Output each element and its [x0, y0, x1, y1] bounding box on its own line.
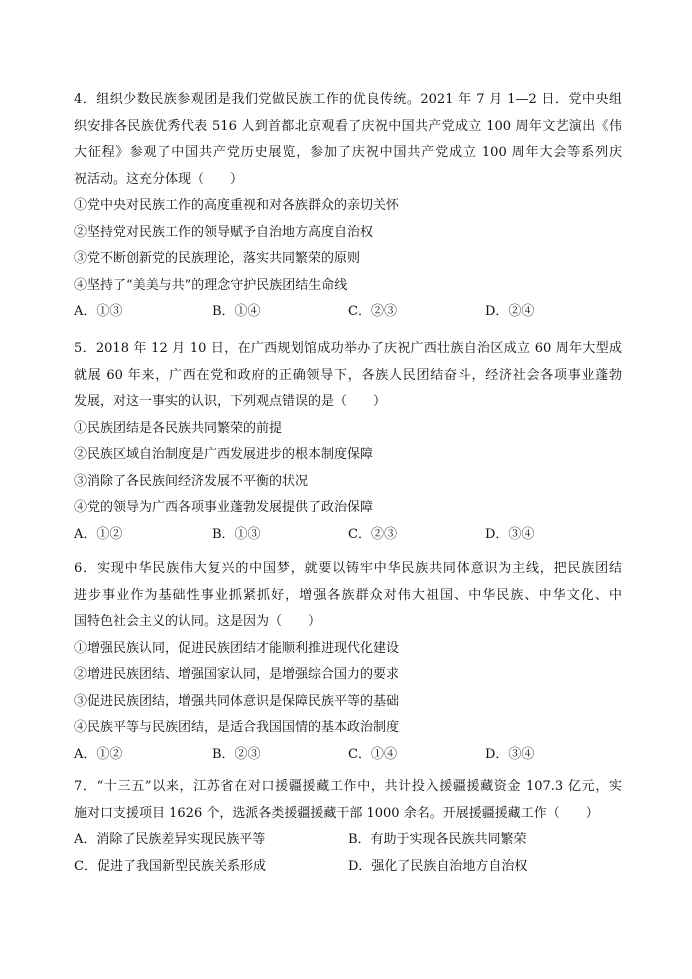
- question-4: [74, 87, 622, 326]
- question-stem-line: 国特色社会主义的认同。这是因为（ ）: [74, 614, 322, 629]
- question-5: [74, 336, 622, 548]
- question-6: [74, 556, 622, 768]
- option-a: A．消除了民族差异实现民族平等: [74, 832, 266, 847]
- option-d: D．③④: [485, 746, 535, 762]
- option-d: D．③④: [485, 526, 535, 542]
- question-stem-line: 发展，对这一事实的认识，下列观点错误的是（ ）: [74, 394, 387, 409]
- option-d: D．②④: [485, 304, 535, 319]
- statement: ④民族平等与民族团结，是适合我国国情的基本政治制度: [74, 720, 400, 735]
- option-c: C．②③: [348, 526, 397, 542]
- statement: ③消除了各民族间经济发展不平衡的状况: [74, 473, 309, 489]
- statement: ②民族区域自治制度是广西发展进步的根本制度保障: [74, 447, 374, 462]
- statement: ③党不断创新党的民族理论，落实共同繁荣的原则: [74, 251, 361, 266]
- question-stem-line: 施对口支援项目 1626 个，选派各类援疆援藏干部 1000 余名。开展援疆援藏工作（ ）: [74, 805, 599, 821]
- option-b: B．②③: [212, 746, 261, 762]
- statement: ③促进民族团结，增强共同体意识是保障民族平等的基础: [74, 693, 400, 709]
- option-c: C．促进了我国新型民族关系形成: [74, 858, 266, 874]
- question-7: [74, 774, 622, 880]
- question-stem-line: 织安排各民族优秀代表 516 人到首都北京观看了庆祝中国共产党成立 100 周年文艺演出《伟: [74, 118, 622, 134]
- question-stem-line: 7．“十三五”以来，江苏省在对口援疆援藏工作中，共计投入援疆援藏资金 107.3 亿元，实: [74, 779, 622, 794]
- answer-options: [74, 299, 622, 326]
- option-a: A．①②: [74, 526, 123, 542]
- option-b: B．有助于实现各民族共同繁荣: [348, 832, 527, 847]
- question-stem-line: 就展 60 年来，广西在党和政府的正确领导下，各族人民团结奋斗，经济社会各项事业蓬勃: [74, 367, 622, 383]
- question-stem-line: 进步事业作为基础性事业抓紧抓好，增强各族群众对伟大祖国、中华民族、中华文化、中: [74, 587, 622, 603]
- statement: ①民族团结是各民族共同繁荣的前提: [74, 420, 283, 436]
- question-stem-line: 6．实现中华民族伟大复兴的中国梦，就要以铸牢中华民族共同体意识为主线，把民族团结: [74, 561, 622, 576]
- option-d: D．强化了民族自治地方自治权: [348, 858, 528, 874]
- statement: ①增强民族认同，促进民族团结才能顺利推进现代化建设: [74, 640, 400, 656]
- option-c: C．①④: [348, 746, 397, 762]
- option-c: C．②③: [348, 304, 397, 319]
- statement: ④坚持了“美美与共”的理念守护民族团结生命线: [74, 277, 348, 293]
- question-stem-line: 祝活动。这充分体现（ ）: [74, 171, 244, 187]
- question-stem-line: 4．组织少数民族参观团是我们党做民族工作的优良传统。2021 年 7 月 1—2 日．党中央组: [74, 92, 622, 107]
- question-stem-line: 5．2018 年 12 月 10 日，在广西规划馆成功举办了庆祝广西壮族自治区成立 60 周年大型成: [74, 341, 622, 356]
- option-a: A．①③: [74, 304, 123, 319]
- statement: ②增进民族团结、增强国家认同，是增强综合国力的要求: [74, 667, 400, 682]
- answer-options: [74, 854, 622, 881]
- option-b: B．①③: [212, 526, 261, 542]
- answer-options: [74, 742, 622, 769]
- statement: ②坚持党对民族工作的领导赋予自治地方高度自治权: [74, 224, 374, 240]
- answer-options: [74, 827, 622, 854]
- option-b: B．①④: [212, 304, 261, 319]
- answer-options: [74, 522, 622, 549]
- option-a: A．①②: [74, 746, 123, 762]
- statement: ①党中央对民族工作的高度重视和对各族群众的亲切关怀: [74, 198, 400, 213]
- statement: ④党的领导为广西各项事业蓬勃发展提供了政治保障: [74, 500, 374, 515]
- question-stem-line: 大征程》参观了中国共产党历史展览，参加了庆祝中国共产党成立 100 周年大会等系列庆: [74, 145, 622, 160]
